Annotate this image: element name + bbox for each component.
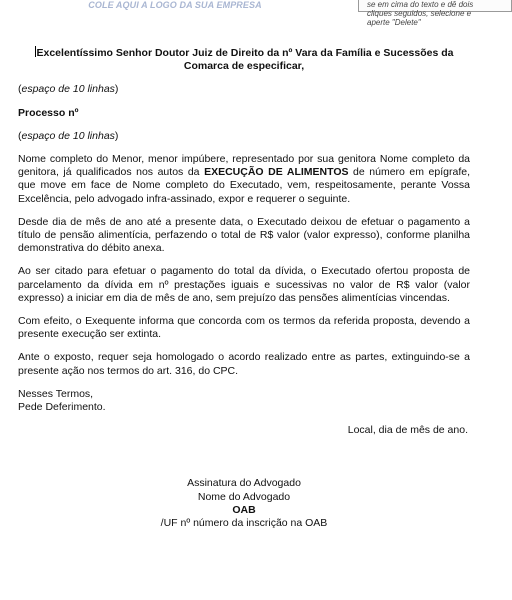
spacer-note-text: espaço de 10 linhas — [21, 129, 115, 142]
text-cursor — [35, 46, 36, 57]
process-label: Processo nº — [18, 106, 79, 119]
paragraph-request: Ante o exposto, requer seja homologado o acordo realizado entre as partes, extinguindo-se a presente ação nos termos do art. 316, do CPC. — [18, 351, 470, 377]
place-date: Local, dia de mês de ano. — [347, 424, 468, 437]
closing — [18, 388, 470, 414]
logo-placeholder: COLE AQUI A LOGO DA SUA EMPRESA — [88, 0, 262, 10]
action-type: EXECUÇÃO DE ALIMENTOS — [204, 166, 349, 179]
spacer-note: (espaço de 10 linhas) — [18, 129, 119, 142]
paragraph-agreement: Com efeito, o Exequente informa que concorda com os termos da referida proposta, devendo a presente execução ser extinta. — [18, 315, 470, 341]
spacer-note-text: espaço de 10 linhas — [21, 83, 115, 96]
signature-block — [18, 477, 470, 530]
tooltip-line: cliques seguidos, selecione e — [367, 9, 472, 18]
paragraph-qualification: Nome completo do Menor, menor impúbere, representado por sua genitora Nome completo da genitora, já qualificados nos autos da EXECUÇÃO DE ALIMENTOS de número em epígrafe, que move em face de Nome completo do Executado, vem, respeitosamente, perante Vossa Excelência, pelo advogado infra-assinado, expor e requerer o seguinte. — [18, 153, 470, 205]
tooltip-line: aperte "Delete" — [367, 18, 421, 27]
closing-line: Pede Deferimento. — [18, 401, 106, 414]
addressee-heading — [18, 46, 470, 73]
tooltip-line: se em cima do texto e dê dois — [367, 0, 474, 9]
lawyer-name: Nome do Advogado — [197, 490, 291, 503]
document-body[interactable] — [18, 46, 470, 530]
oab-registration: OAB /UF nº número da inscrição na OAB — [160, 503, 328, 530]
addressee-text: Excelentíssimo Senhor Doutor Juiz de Direito da nº Vara da Família e Sucessões da Comarca de especificar, — [36, 47, 454, 73]
closing-line: Nesses Termos, — [18, 387, 94, 400]
instruction-tooltip — [358, 0, 512, 27]
spacer-note: (espaço de 10 linhas) — [18, 83, 119, 96]
paragraph-proposal: Ao ser citado para efetuar o pagamento do total da dívida, o Executado ofertou proposta de parcelamento da dívida em nº prestações iguais e sucessivas no valor de R$ valor (valor expresso) a iniciar em dia de mês de ano, sem prejuízo das pensões alimentícias vincendas. — [18, 265, 470, 304]
paragraph-debt: Desde dia de mês de ano até a presente data, o Executado deixou de efetuar o pagamento a título de pensão alimentícia, perfazendo o total de R$ valor (valor expresso), conforme planilha demonstrativa do débito anexa. — [18, 215, 470, 255]
signature-line: Assinatura do Advogado — [187, 477, 301, 490]
